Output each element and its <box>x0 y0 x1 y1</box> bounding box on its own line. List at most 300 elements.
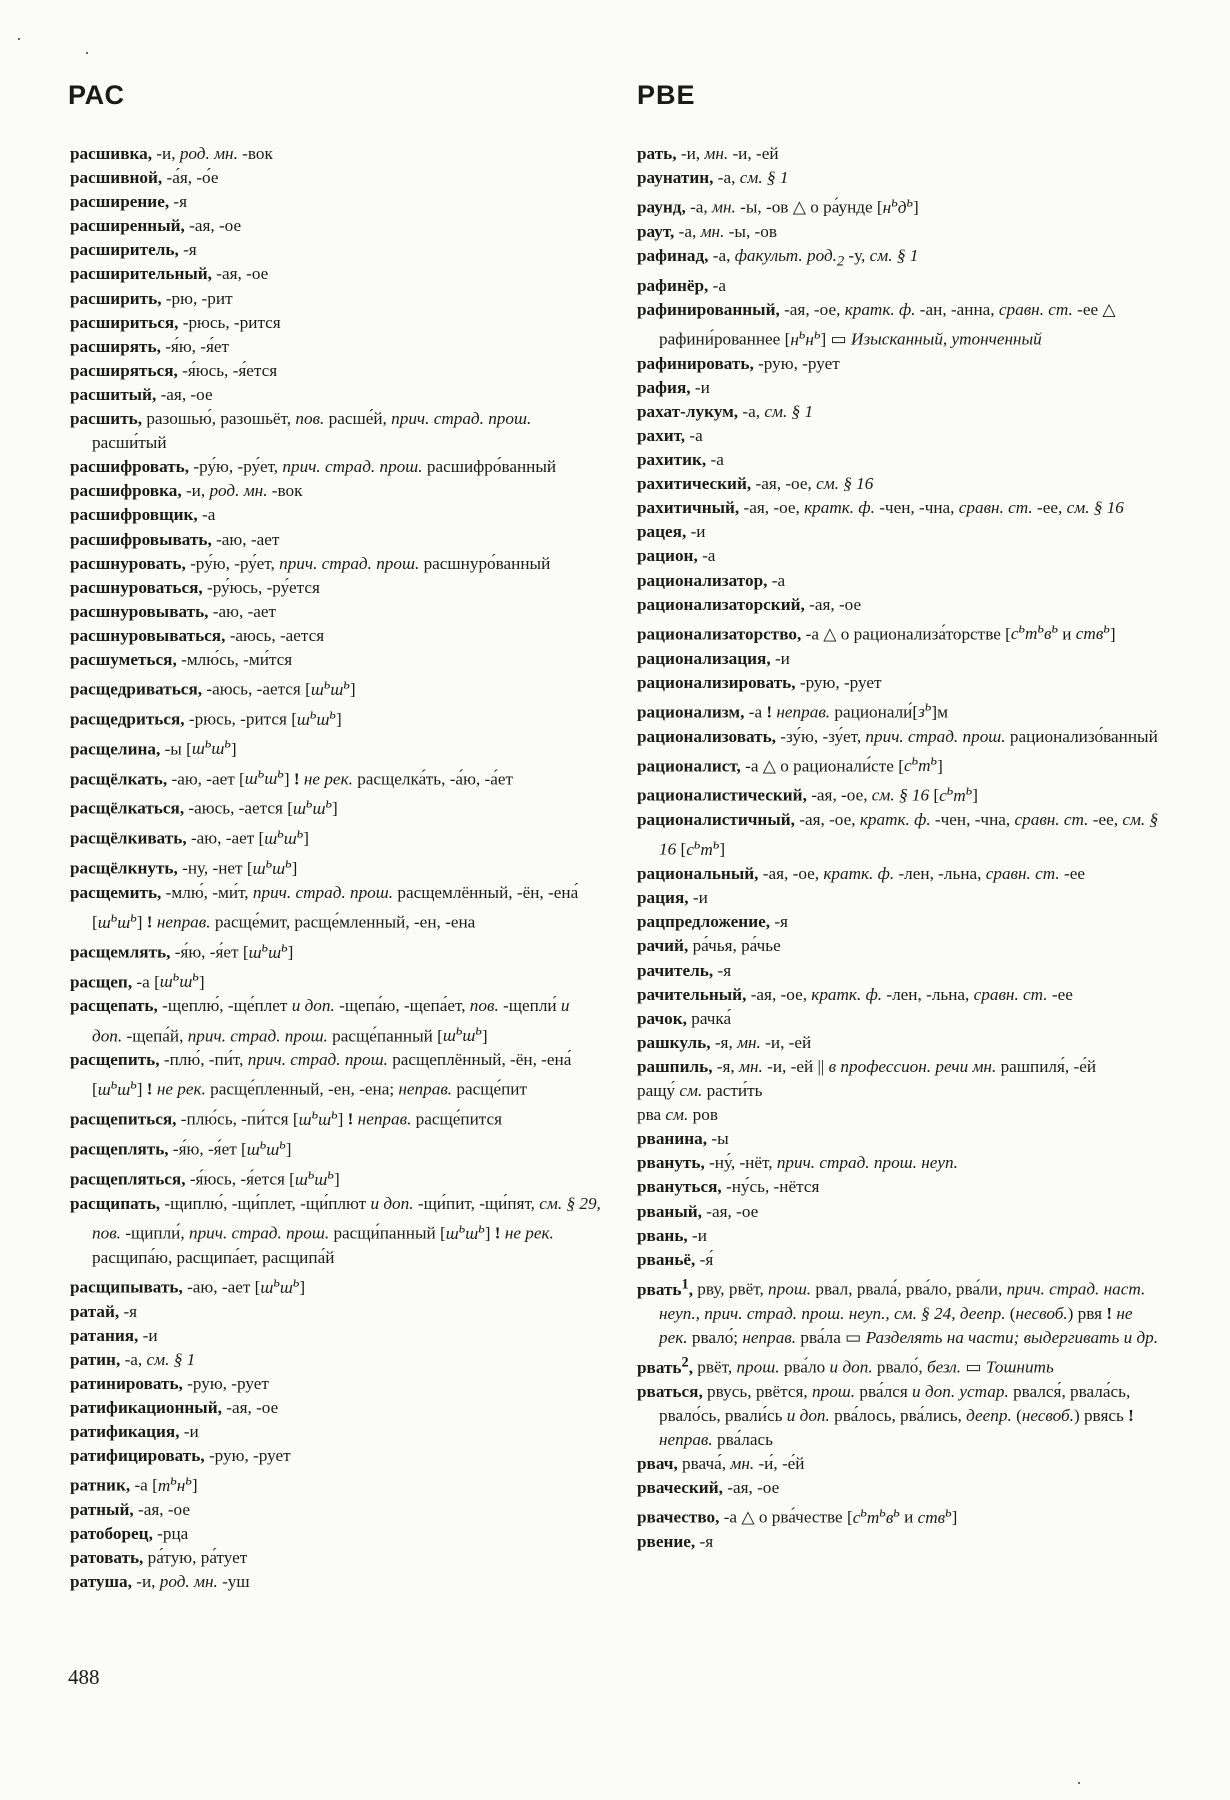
dictionary-entry <box>637 1031 1164 1055</box>
entry-headword: расщедриваться, <box>70 679 203 699</box>
dictionary-entry <box>637 1200 1164 1224</box>
entry-body: -аю, -ает $[ш^ьш^ь]$ <box>186 825 310 848</box>
right-guide-word: РВЕ <box>637 80 696 110</box>
dictionary-entry <box>70 503 602 527</box>
entry-body: -и <box>770 648 790 668</box>
entry-headword: рационализаторство, <box>637 624 802 644</box>
entry-headword: рационализм, <box>637 702 745 722</box>
entry-body: -я <box>178 240 197 260</box>
dictionary-entry <box>70 479 602 503</box>
entry-body: -а <box>708 275 726 295</box>
scan-speck <box>86 52 88 54</box>
entry-headword: расшифровывать, <box>70 529 212 549</box>
dictionary-entry <box>637 352 1164 376</box>
entry-body: ра́тую, ра́тует <box>143 1548 248 1568</box>
entry-headword: расщепиться, <box>70 1110 177 1130</box>
entry-headword: рвань, <box>637 1225 688 1245</box>
entry-body: -а <box>685 425 703 445</box>
entry-body: -аю, -ает $[ш^ьш^ь]$ ! не рек. расщелка́ть, -а́ю, -а́ет <box>167 765 513 789</box>
entry-body: -и <box>690 377 710 397</box>
entry-headword: рвать$^2$, <box>637 1353 693 1377</box>
entry-headword: рвач, <box>637 1453 678 1473</box>
dictionary-entry <box>637 166 1164 190</box>
dictionary-entry <box>70 965 602 995</box>
entry-body: -плю́, -пи́т, прич. страд. прош. расщеплённый, -ён, -ена́ $[ш^ьш^ь]$ ! не рек. расще́пленный, -ен, -ена; неправ. расще́пит <box>92 1050 572 1100</box>
entry-headword: рвение, <box>637 1531 696 1551</box>
entry-headword: рацпредложение, <box>637 912 771 932</box>
entry-headword: рахитический, <box>637 474 752 494</box>
dictionary-entry <box>637 520 1164 544</box>
entry-body: -я́юсь, -я́ется $[ш^ьш^ь]$ <box>185 1165 340 1189</box>
entry-body: -я́ <box>695 1249 714 1269</box>
entry-body: -рца <box>152 1524 189 1544</box>
dictionary-entry <box>70 648 602 672</box>
entry-body: -зу́ю, -зу́ет, прич. страд. прош. рационализо́ванный <box>775 726 1158 746</box>
entry-headword: расщепляться, <box>70 1169 186 1189</box>
entry-body: -ну́, -нёт, прич. страд. прош. неуп. <box>704 1153 958 1173</box>
dictionary-entry <box>70 1192 602 1270</box>
entry-headword: расщелина, <box>70 739 161 759</box>
dictionary-entry <box>70 1162 602 1192</box>
entry-body: -я́юсь, -я́ется <box>177 360 278 380</box>
dictionary-entry <box>637 671 1164 695</box>
dictionary-entry <box>70 600 602 624</box>
dictionary-entry <box>637 190 1164 220</box>
entry-headword: рафия, <box>637 377 691 397</box>
entry-headword: рацион, <box>637 546 698 566</box>
entry-body: ращу́ см. расти́ть <box>637 1081 763 1101</box>
dictionary-entry <box>70 1048 602 1102</box>
dictionary-entry <box>70 262 602 286</box>
entry-body: -рую, -рует <box>204 1446 291 1466</box>
entry-headword: рахит, <box>637 425 686 445</box>
scan-speck <box>1078 1782 1080 1784</box>
dictionary-entry <box>637 1151 1164 1175</box>
entry-body: -ая, -ое <box>221 1397 279 1417</box>
entry-body: -ая, -ое, см. § 16 <box>751 474 874 494</box>
dictionary-entry <box>637 1127 1164 1151</box>
entry-body: рва см. ров <box>637 1105 718 1125</box>
dictionary-entry <box>70 1420 602 1444</box>
dictionary-entry <box>637 244 1164 274</box>
entry-headword: расщепить, <box>70 1050 160 1070</box>
entry-headword: рафинёр, <box>637 275 709 295</box>
entry-headword: расшивной, <box>70 168 163 188</box>
entry-headword: рафинированный, <box>637 299 780 319</box>
entry-headword: расшнуроваться, <box>70 577 203 597</box>
dictionary-entry <box>637 778 1164 808</box>
entry-headword: рахитик, <box>637 450 707 470</box>
entry-headword: расшитый, <box>70 384 157 404</box>
page-number: 488 <box>68 1665 100 1689</box>
dictionary-entry <box>70 576 602 600</box>
dictionary-entry <box>637 593 1164 617</box>
entry-headword: рванина, <box>637 1129 708 1149</box>
entry-body: ра́чья, ра́чье <box>688 936 781 956</box>
entry-headword: рационализаторский, <box>637 594 805 614</box>
dictionary-entry <box>637 695 1164 725</box>
dictionary-entry <box>70 1324 602 1348</box>
entry-headword: рашпиль, <box>637 1056 713 1076</box>
entry-headword: рвачество, <box>637 1507 720 1527</box>
entry-body: -я́ю, -я́ет $[ш^ьш^ь]$ <box>170 938 294 962</box>
entry-headword: рвать$^1$, <box>637 1275 693 1299</box>
dictionary-entry <box>637 1248 1164 1272</box>
entry-body: -ы <box>707 1129 729 1149</box>
entry-body: -ая, -ое, см. § 16 $[с^ьт^ь]$ <box>806 782 978 806</box>
entry-body: -я, мн. -и, -ей || в профессион. речи мн. рашпиля́, -е́й <box>712 1056 1097 1076</box>
entry-headword: расширительный, <box>70 264 212 284</box>
entry-body: -аюсь, -ается <box>225 625 325 645</box>
dictionary-entry <box>637 725 1164 749</box>
dictionary-entry <box>70 383 602 407</box>
dictionary-entry <box>70 1270 602 1300</box>
left-column <box>70 142 602 1594</box>
left-guide-word: РАС <box>68 80 125 110</box>
entry-body: -рюсь, -рится $[ш^ьш^ь]$ <box>184 705 342 729</box>
dictionary-entry <box>637 298 1164 352</box>
entry-headword: рвануться, <box>637 1177 722 1197</box>
entry-body: -и, род. мн. -уш <box>131 1572 250 1592</box>
entry-body: -ру́ю, -ру́ет, прич. страд. прош. расшифро́ванный <box>189 457 557 477</box>
dictionary-entry <box>637 749 1164 779</box>
entry-headword: расширенный, <box>70 216 185 236</box>
entry-body: -я́ю, -я́ет $[ш^ьш^ь]$ <box>168 1136 292 1159</box>
dictionary-entry <box>637 142 1164 166</box>
entry-headword: рационализовать, <box>637 726 776 746</box>
entry-body: -ая, -ое <box>722 1478 780 1498</box>
entry-body: рвача́, мн. -и́, -е́й <box>677 1453 805 1473</box>
entry-body: -и <box>687 1225 707 1245</box>
dictionary-entry <box>637 1055 1164 1079</box>
entry-body: -ая, -ое <box>211 264 269 284</box>
dictionary-entry <box>637 1103 1164 1127</box>
entry-body: -ну́сь, -нётся <box>721 1177 820 1197</box>
entry-body: -я́ю, -я́ет <box>160 336 230 356</box>
dictionary-entry <box>637 1500 1164 1530</box>
entry-body: -а́я, -о́е <box>162 168 219 188</box>
dictionary-entry <box>70 1570 602 1594</box>
entry-body: -а ! неправ. $рационали́[з^ь]м$ <box>744 698 948 722</box>
entry-body: -аюсь, -ается $[ш^ьш^ь]$ <box>202 676 356 699</box>
entry-headword: расщипывать, <box>70 1277 183 1297</box>
dictionary-entry <box>70 672 602 702</box>
entry-body: -ну, -нет $[ш^ьш^ь]$ <box>177 855 298 878</box>
entry-body: -рую, -рует <box>795 672 882 692</box>
entry-headword: расщёлкаться, <box>70 799 185 819</box>
entry-headword: рвануть, <box>637 1153 705 1173</box>
entry-headword: рационалистичный, <box>637 810 795 830</box>
dictionary-entry <box>637 1530 1164 1554</box>
entry-body: -а △ о рационали́сте $[с^ьт^ь]$ <box>740 752 943 776</box>
dictionary-entry <box>70 881 602 935</box>
entry-headword: расшифровщик, <box>70 505 198 525</box>
dictionary-entry <box>637 1452 1164 1476</box>
entry-body: -я <box>770 912 788 932</box>
entry-body: -аюсь, -ается $[ш^ьш^ь]$ <box>184 795 338 819</box>
entry-body: -а, мн. -ы, -ов △ о ра́унде $[н^ьд^ь]$ <box>685 194 919 217</box>
dictionary-entry <box>637 400 1164 424</box>
entry-body: -а $[m^ьн^ь]$ <box>130 1472 198 1495</box>
entry-body: -рую, -рует <box>182 1373 269 1393</box>
dictionary-entry <box>70 407 602 455</box>
entry-headword: рваный, <box>637 1201 702 1221</box>
entry-body: -ая, -ое <box>184 216 242 236</box>
entry-headword: расширять, <box>70 336 161 356</box>
dictionary-entry <box>70 821 602 851</box>
entry-headword: расшнуровываться, <box>70 625 226 645</box>
entry-headword: ратификация, <box>70 1422 180 1442</box>
entry-headword: рахат-лукум, <box>637 401 739 421</box>
dictionary-entry <box>70 1468 602 1498</box>
dictionary-entry <box>70 1300 602 1324</box>
entry-body: -щеплю́, -ще́плет и доп. -щепа́ю, -щепа́ет, пов. -щепли́ и доп. -щепа́й, прич. страд. прош. расще́панный $[ш^ьш^ь]$ <box>92 996 570 1046</box>
entry-body: -ая, -ое, кратк. ф. -чен, -чна, сравн. ст. -ее, см. § 16 $[с^ьт^ь]$ <box>659 810 1159 860</box>
entry-headword: ратинировать, <box>70 1373 183 1393</box>
entry-body: -ая, -ое <box>156 384 213 404</box>
entry-headword: расшнуровать, <box>70 553 186 573</box>
entry-headword: расщедриться, <box>70 709 185 729</box>
entry-body: -а, см. § 1 <box>713 168 789 188</box>
entry-headword: рваческий, <box>637 1478 723 1498</box>
dictionary-entry <box>637 496 1164 520</box>
entry-body: рвусь, рвётся, прош. рва́лся и доп. устар. рвался́, рвала́сь, рвало́сь, рвали́сь и доп. рва́лось, рва́лись, деепр. (несвоб.) рвясь ! неправ. рва́лась <box>659 1381 1134 1449</box>
dictionary-entry <box>637 934 1164 958</box>
entry-body: -я <box>695 1531 714 1551</box>
entry-headword: расширяться, <box>70 360 178 380</box>
dictionary-entry <box>70 1348 602 1372</box>
entry-body: -ру́ю, -ру́ет, прич. страд. прош. расшнуро́ванный <box>185 553 551 573</box>
entry-body: -аю, -ает <box>211 529 280 549</box>
entry-body: -рю, -рит <box>161 288 233 308</box>
entry-headword: расщемлять, <box>70 942 171 962</box>
entry-body: -и <box>688 888 708 908</box>
entry-body: рвёт, прош. рва́ло и доп. рвало́, безл. ▭ Тошнить <box>693 1357 1054 1377</box>
dictionary-entry <box>637 448 1164 472</box>
dictionary-entry <box>637 886 1164 910</box>
entry-headword: расширить, <box>70 288 162 308</box>
entry-headword: ратный, <box>70 1500 134 1520</box>
entry-headword: расшнуровывать, <box>70 601 209 621</box>
dictionary-entry <box>637 1350 1164 1380</box>
entry-body: -и <box>686 522 706 542</box>
entry-headword: рачок, <box>637 1008 687 1028</box>
dictionary-entry <box>70 1546 602 1570</box>
entry-body: -а <box>706 450 724 470</box>
dictionary-entry <box>637 1175 1164 1199</box>
entry-body: -а △ о рационализа́торстве [$с^ьт^ьв^ь$ и ств$^ь$] <box>801 620 1116 644</box>
entry-body: -ая, -ое, кратк. ф. -ан, -анна, сравн. ст. -ее △ рафини́рованнее $[н^ьн^ь]$ ▭ Изысканный, утонченный <box>659 299 1116 349</box>
entry-headword: рачий, <box>637 936 689 956</box>
entry-headword: раут, <box>637 222 675 242</box>
entry-body: -а, мн. -ы, -ов <box>674 222 777 242</box>
entry-headword: ратник, <box>70 1476 131 1495</box>
dictionary-entry <box>70 1132 602 1162</box>
entry-body: -млю́, -ми́т, прич. страд. прош. расщемлённый, -ён, -ена́ $[ш^ьш^ь]$ ! неправ. расще́мит, расще́мленный, -ен, -ена <box>92 882 579 932</box>
entry-body: -я <box>169 192 188 212</box>
entry-headword: расшифровка, <box>70 481 182 501</box>
entry-headword: рация, <box>637 888 689 908</box>
dictionary-entry <box>70 238 602 262</box>
dictionary-entry <box>70 791 602 821</box>
dictionary-entry <box>70 1396 602 1420</box>
dictionary-entry <box>637 376 1164 400</box>
entry-body: -ая, -ое, кратк. ф. -лен, -льна, сравн. ст. -ее <box>758 864 1085 884</box>
dictionary-entry <box>637 617 1164 647</box>
entry-headword: рационализация, <box>637 648 771 668</box>
dictionary-entry <box>70 311 602 335</box>
dictionary-entry <box>637 274 1164 298</box>
entry-body: -а <box>697 546 716 566</box>
dictionary-entry <box>70 335 602 359</box>
entry-body: -рую, -рует <box>753 353 840 373</box>
dictionary-entry <box>70 935 602 965</box>
dictionary-entry <box>70 624 602 648</box>
entry-headword: рациональный, <box>637 864 759 884</box>
entry-body: -ая, -ое <box>701 1201 759 1221</box>
entry-headword: рационализировать, <box>637 672 796 692</box>
entry-body: -аю, -ает <box>208 601 277 621</box>
entry-headword: расшифровать, <box>70 457 190 477</box>
entry-body: -щиплю́, -щи́плет, -щи́плют и доп. -щи́пит, -щи́пят, см. § 29, пов. -щипли́, прич. страд. прош. расщи́панный $[ш^ьш^ь]$ ! не рек. расщипа́ю, расщипа́ет, расщипа́й <box>92 1193 601 1267</box>
entry-headword: раунд, <box>637 197 686 217</box>
entry-body: -и, род. мн. -вок <box>152 144 273 163</box>
entry-headword: расшуметься, <box>70 649 177 669</box>
entry-body: -а <box>767 570 786 590</box>
dictionary-entry <box>637 1272 1164 1350</box>
dictionary-entry <box>637 808 1164 862</box>
entry-headword: рационализатор, <box>637 570 768 590</box>
entry-headword: расщеп, <box>70 972 133 992</box>
entry-headword: расшить, <box>70 409 143 429</box>
entry-headword: рачитель, <box>637 960 714 980</box>
dictionary-entry <box>70 214 602 238</box>
dictionary-entry <box>637 959 1164 983</box>
dictionary-entry <box>70 1498 602 1522</box>
entry-body: -плю́сь, -пи́тся $[ш^ьш^ь]$ ! неправ. расще́пится <box>176 1106 503 1130</box>
dictionary-entry <box>637 1007 1164 1031</box>
entry-body: -я <box>713 960 732 980</box>
dictionary-entry <box>637 1079 1164 1103</box>
entry-headword: расшириться, <box>70 312 179 332</box>
dictionary-entry <box>70 994 602 1048</box>
entry-headword: ратификационный, <box>70 1397 222 1417</box>
entry-body: рву, рвёт, прош. рвал, рвала́, рва́ло, рва́ли, прич. страд. наст. неуп., прич. страд. прош. неуп., см. § 24, деепр. (несвоб.) рвя ! не рек. рвало́; неправ. рва́ла ▭ Разделять на части; выдергивать и др. <box>659 1279 1159 1347</box>
entry-headword: расщипать, <box>70 1193 161 1213</box>
dictionary-entry <box>70 851 602 881</box>
dictionary-entry <box>637 424 1164 448</box>
dictionary-entry <box>70 455 602 479</box>
entry-headword: расщёлкнуть, <box>70 858 178 878</box>
entry-headword: рваньё, <box>637 1249 696 1269</box>
dictionary-entry <box>70 359 602 383</box>
dictionary-entry <box>70 762 602 792</box>
entry-body: -а, факульт. $род._2$ -у, см. § 1 <box>708 246 919 270</box>
entry-headword: ратуша, <box>70 1572 132 1592</box>
entry-headword: рацея, <box>637 522 687 542</box>
entry-headword: рваться, <box>637 1381 703 1401</box>
entry-body: -я <box>119 1301 138 1321</box>
entry-body: -и, мн. -и, -ей <box>676 144 779 163</box>
entry-headword: ратифицировать, <box>70 1446 205 1466</box>
dictionary-entry <box>637 910 1164 934</box>
dictionary-entry <box>70 142 602 166</box>
entry-body: -а, см. § 1 <box>738 401 814 421</box>
entry-headword: расщеплять, <box>70 1139 169 1159</box>
dictionary-entry <box>637 220 1164 244</box>
dictionary-entry <box>70 190 602 214</box>
dictionary-entry <box>70 1444 602 1468</box>
entry-headword: расщёлкать, <box>70 769 168 789</box>
entry-body: -я, мн. -и, -ей <box>710 1032 812 1052</box>
entry-body: разошью́, разошьёт, пов. расше́й, прич. страд. прош. расши́тый <box>92 409 532 453</box>
entry-headword: рафинировать, <box>637 353 754 373</box>
dictionary-entry <box>70 166 602 190</box>
dictionary-entry <box>637 983 1164 1007</box>
entry-headword: ратай, <box>70 1301 120 1321</box>
entry-headword: рахитичный, <box>637 498 740 518</box>
entry-body: -и <box>138 1325 158 1345</box>
entry-body: -ая, -ое <box>133 1500 190 1520</box>
entry-headword: рационалистический, <box>637 786 807 806</box>
dictionary-entry <box>70 287 602 311</box>
entry-headword: рационалист, <box>637 756 741 776</box>
dictionary-entry <box>70 1522 602 1546</box>
dictionary-entry <box>70 1372 602 1396</box>
dictionary-entry <box>637 472 1164 496</box>
dictionary-entry <box>70 552 602 576</box>
dictionary-entry <box>637 1476 1164 1500</box>
entry-body: -и, род. мн. -вок <box>181 481 303 501</box>
entry-headword: расширение, <box>70 192 170 212</box>
scan-speck <box>18 38 20 40</box>
dictionary-entry <box>70 732 602 762</box>
entry-headword: ратовать, <box>70 1548 144 1568</box>
entry-body: -рюсь, -рится <box>178 312 281 332</box>
entry-body: -ая, -ое, кратк. ф. -чен, -чна, сравн. ст. -ее, см. § 16 <box>739 498 1124 518</box>
entry-headword: расщёлкивать, <box>70 828 187 848</box>
entry-headword: рачительный, <box>637 984 747 1004</box>
dictionary-entry <box>70 702 602 732</box>
entry-headword: ратания, <box>70 1325 139 1345</box>
entry-body: рачка́ <box>686 1008 732 1028</box>
entry-headword: рафинад, <box>637 246 709 266</box>
entry-body: -а <box>197 505 216 525</box>
entry-headword: расширитель, <box>70 240 179 260</box>
entry-body: -ру́юсь, -ру́ется <box>202 577 320 597</box>
entry-body: -аю, -ает $[ш^ьш^ь]$ <box>182 1273 306 1297</box>
dictionary-entry <box>637 647 1164 671</box>
dictionary-entry <box>637 544 1164 568</box>
dictionary-entry <box>637 1380 1164 1452</box>
dictionary-entry <box>70 528 602 552</box>
entry-headword: расщемить, <box>70 882 162 902</box>
entry-body: -ая, -ое <box>804 594 862 614</box>
entry-body: -ая, -ое, кратк. ф. -лен, -льна, сравн. ст. -ее <box>746 984 1073 1004</box>
dictionary-entry <box>637 569 1164 593</box>
entry-headword: расшивка, <box>70 144 153 163</box>
entry-headword: рашкуль, <box>637 1032 711 1052</box>
entry-headword: раунатин, <box>637 168 714 188</box>
right-column <box>637 142 1164 1554</box>
dictionary-entry <box>637 1224 1164 1248</box>
entry-body: -и <box>179 1422 199 1442</box>
entry-headword: ратин, <box>70 1349 121 1369</box>
dictionary-entry <box>70 1102 602 1132</box>
entry-headword: ратоборец, <box>70 1524 153 1544</box>
entry-headword: рать, <box>637 144 677 163</box>
entry-headword: расщепать, <box>70 996 158 1016</box>
